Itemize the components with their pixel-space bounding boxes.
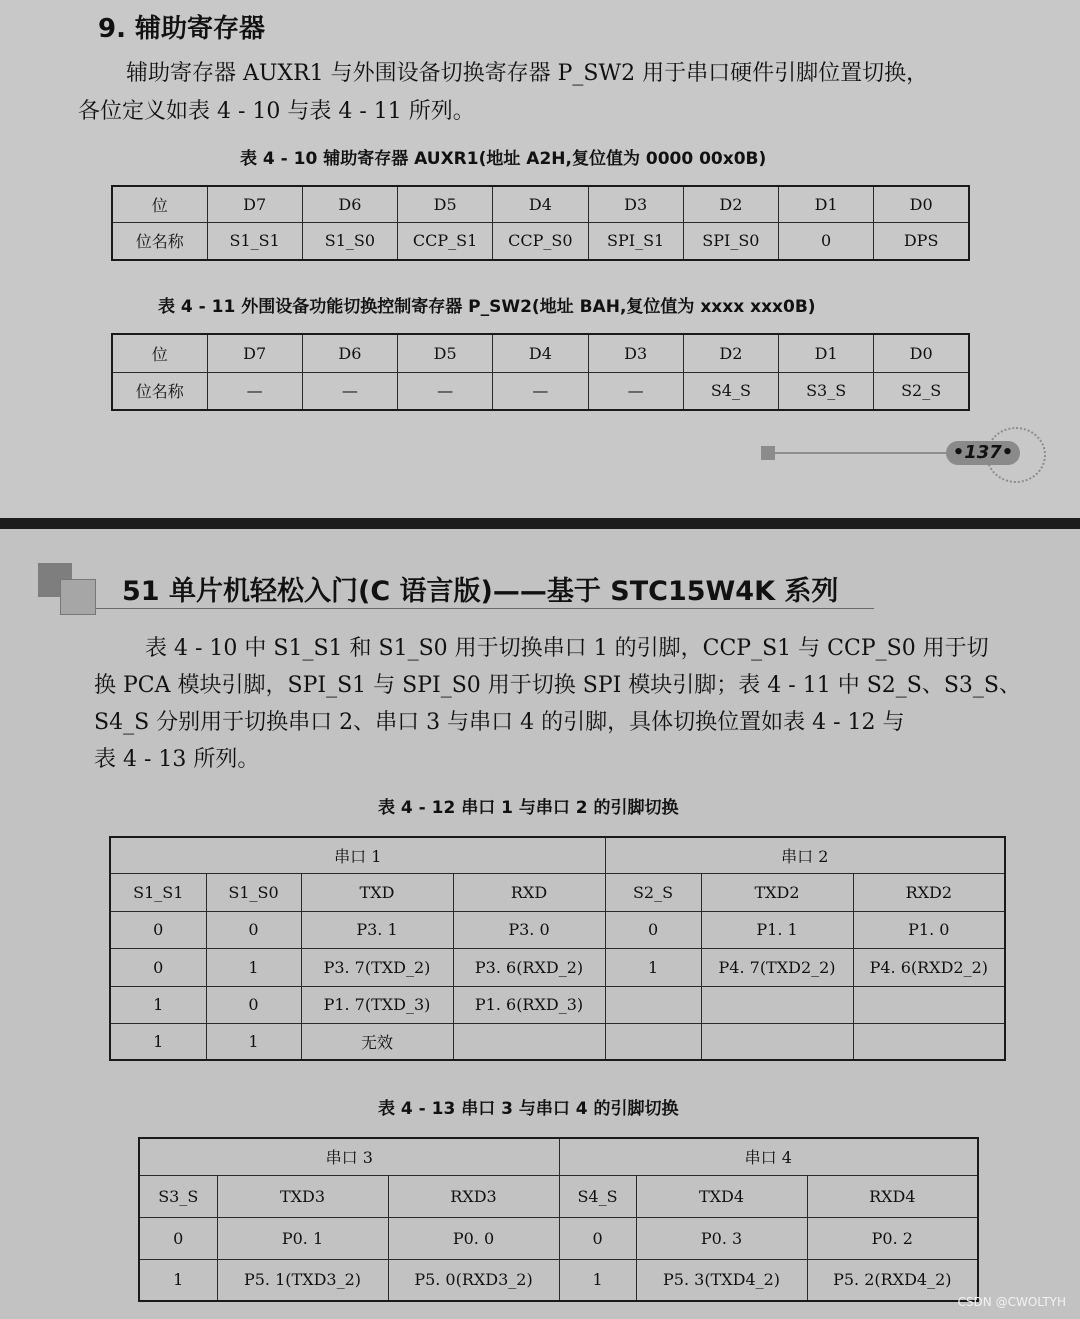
table-4-11-caption: 表 4 - 11 外围设备功能切换控制寄存器 P_SW2(地址 BAH,复位值为 xxxx xxx0B) xyxy=(158,297,816,317)
table-cell: 1 xyxy=(139,1259,217,1301)
table-cell: DPS xyxy=(874,222,969,260)
column-header: TXD4 xyxy=(636,1175,807,1217)
table-cell: — xyxy=(588,372,683,410)
table-cell: D2 xyxy=(683,334,778,372)
table-cell: D7 xyxy=(207,186,302,222)
table-cell: P1. 6(RXD_3) xyxy=(453,986,605,1023)
table-cell: D3 xyxy=(588,334,683,372)
table-cell: — xyxy=(398,372,493,410)
column-header: RXD4 xyxy=(807,1175,978,1217)
table-row xyxy=(110,837,1005,873)
table-row xyxy=(112,222,969,260)
table-cell: D7 xyxy=(207,334,302,372)
table-cell: P1. 7(TXD_3) xyxy=(301,986,453,1023)
table-cell: 0 xyxy=(605,911,701,948)
table-cell: P5. 0(RXD3_2) xyxy=(388,1259,559,1301)
table-cell: P3. 6(RXD_2) xyxy=(453,948,605,986)
table-cell: 0 xyxy=(779,222,874,260)
table-cell: 位 xyxy=(112,186,207,222)
watermark: CSDN @CWOLTYH xyxy=(957,1295,1066,1309)
table-cell xyxy=(701,1023,853,1060)
table-cell: P3. 7(TXD_2) xyxy=(301,948,453,986)
table-cell: P1. 0 xyxy=(853,911,1005,948)
table-cell: S4_S xyxy=(683,372,778,410)
table-cell: P5. 1(TXD3_2) xyxy=(217,1259,388,1301)
table-header-row xyxy=(110,873,1005,911)
table-row xyxy=(110,1023,1005,1060)
page-divider xyxy=(0,518,1080,529)
table-row xyxy=(112,372,969,410)
table-cell: P3. 0 xyxy=(453,911,605,948)
table-cell xyxy=(853,1023,1005,1060)
table-cell: 0 xyxy=(110,948,206,986)
table-cell: SPI_S1 xyxy=(588,222,683,260)
table-cell xyxy=(853,986,1005,1023)
column-header: S3_S xyxy=(139,1175,217,1217)
table-cell: D4 xyxy=(493,334,588,372)
table-cell: 0 xyxy=(139,1217,217,1259)
table-cell: P0. 3 xyxy=(636,1217,807,1259)
table-cell: CCP_S1 xyxy=(398,222,493,260)
table-cell: P4. 6(RXD2_2) xyxy=(853,948,1005,986)
table-cell: D2 xyxy=(683,186,778,222)
table-cell: SPI_S0 xyxy=(683,222,778,260)
table-cell: P1. 1 xyxy=(701,911,853,948)
table-cell: D6 xyxy=(302,186,397,222)
table-cell: CCP_S0 xyxy=(493,222,588,260)
table-cell: S3_S xyxy=(779,372,874,410)
group-header-uart4: 串口 4 xyxy=(559,1138,978,1175)
table-4-12-caption: 表 4 - 12 串口 1 与串口 2 的引脚切换 xyxy=(378,798,679,818)
column-header: TXD xyxy=(301,873,453,911)
table-cell: 位名称 xyxy=(112,222,207,260)
table-cell: 0 xyxy=(206,986,301,1023)
table-cell: 0 xyxy=(559,1217,636,1259)
page-137 xyxy=(0,0,1080,518)
table-4-12 xyxy=(109,836,1006,1061)
column-header: TXD3 xyxy=(217,1175,388,1217)
table-cell xyxy=(605,986,701,1023)
table-row xyxy=(139,1138,978,1175)
table-cell xyxy=(605,1023,701,1060)
section-title: 9. 辅助寄存器 xyxy=(98,14,266,44)
table-4-10-caption: 表 4 - 10 辅助寄存器 AUXR1(地址 A2H,复位值为 0000 00x0B) xyxy=(240,149,767,169)
table-4-13-caption: 表 4 - 13 串口 3 与串口 4 的引脚切换 xyxy=(378,1099,679,1119)
intro-line-1: 辅助寄存器 AUXR1 与外围设备切换寄存器 P_SW2 用于串口硬件引脚位置切换， xyxy=(126,61,929,86)
table-cell: D0 xyxy=(874,186,969,222)
table-cell: 1 xyxy=(206,1023,301,1060)
table-row xyxy=(112,186,969,222)
column-header: S2_S xyxy=(605,873,701,911)
table-cell: P4. 7(TXD2_2) xyxy=(701,948,853,986)
table-cell: — xyxy=(302,372,397,410)
table-cell: P3. 1 xyxy=(301,911,453,948)
table-cell: 1 xyxy=(605,948,701,986)
table-header-row xyxy=(139,1175,978,1217)
group-header-uart1: 串口 1 xyxy=(110,837,605,873)
column-header: RXD xyxy=(453,873,605,911)
page-number-square-icon xyxy=(761,446,775,460)
table-cell: D5 xyxy=(398,186,493,222)
table-cell: P5. 2(RXD4_2) xyxy=(807,1259,978,1301)
header-square-icon xyxy=(60,579,96,615)
column-header: RXD2 xyxy=(853,873,1005,911)
body-line-3: S4_S 分别用于切换串口 2、串口 3 与串口 4 的引脚，具体切换位置如表 4 - 12 与 xyxy=(94,710,905,735)
table-row xyxy=(110,948,1005,986)
table-4-13 xyxy=(138,1137,979,1302)
body-line-2: 换 PCA 模块引脚，SPI_S1 与 SPI_S0 用于切换 SPI 模块引脚；表 4 - 11 中 S2_S、S3_S、 xyxy=(94,673,1021,698)
table-cell: S1_S0 xyxy=(302,222,397,260)
table-cell: S1_S1 xyxy=(207,222,302,260)
table-cell: D1 xyxy=(779,186,874,222)
table-cell: 位名称 xyxy=(112,372,207,410)
table-cell: D3 xyxy=(588,186,683,222)
column-header: S4_S xyxy=(559,1175,636,1217)
table-row xyxy=(110,986,1005,1023)
intro-line-2: 各位定义如表 4 - 10 与表 4 - 11 所列。 xyxy=(78,99,475,124)
table-4-11 xyxy=(111,333,970,411)
body-line-1: 表 4 - 10 中 S1_S1 和 S1_S0 用于切换串口 1 的引脚，CCP_S1 与 CCP_S0 用于切 xyxy=(145,636,989,661)
table-cell: D1 xyxy=(779,334,874,372)
table-cell: D5 xyxy=(398,334,493,372)
group-header-uart3: 串口 3 xyxy=(139,1138,559,1175)
table-cell: 0 xyxy=(110,911,206,948)
header-rule xyxy=(96,608,874,609)
table-cell: S2_S xyxy=(874,372,969,410)
table-cell: D4 xyxy=(493,186,588,222)
table-cell xyxy=(453,1023,605,1060)
table-cell: 0 xyxy=(206,911,301,948)
table-cell: 1 xyxy=(110,1023,206,1060)
book-running-title: 51 单片机轻松入门(C 语言版)——基于 STC15W4K 系列 xyxy=(122,576,839,607)
body-line-4: 表 4 - 13 所列。 xyxy=(94,747,260,772)
table-cell: D0 xyxy=(874,334,969,372)
column-header: TXD2 xyxy=(701,873,853,911)
table-cell: 1 xyxy=(110,986,206,1023)
page-138 xyxy=(0,529,1080,1319)
table-cell: 位 xyxy=(112,334,207,372)
page-number: •137• xyxy=(946,441,1020,465)
table-cell: P0. 2 xyxy=(807,1217,978,1259)
table-cell: — xyxy=(207,372,302,410)
table-row xyxy=(110,911,1005,948)
table-cell: 1 xyxy=(206,948,301,986)
table-row xyxy=(139,1259,978,1301)
table-4-10 xyxy=(111,185,970,261)
table-cell: — xyxy=(493,372,588,410)
table-cell xyxy=(701,986,853,1023)
table-row xyxy=(139,1217,978,1259)
table-cell: P0. 0 xyxy=(388,1217,559,1259)
table-cell: P5. 3(TXD4_2) xyxy=(636,1259,807,1301)
table-cell: 无效 xyxy=(301,1023,453,1060)
table-row xyxy=(112,334,969,372)
page-number-rule xyxy=(770,452,950,454)
column-header: RXD3 xyxy=(388,1175,559,1217)
table-cell: 1 xyxy=(559,1259,636,1301)
group-header-uart2: 串口 2 xyxy=(605,837,1005,873)
table-cell: P0. 1 xyxy=(217,1217,388,1259)
column-header: S1_S0 xyxy=(206,873,301,911)
table-cell: D6 xyxy=(302,334,397,372)
column-header: S1_S1 xyxy=(110,873,206,911)
